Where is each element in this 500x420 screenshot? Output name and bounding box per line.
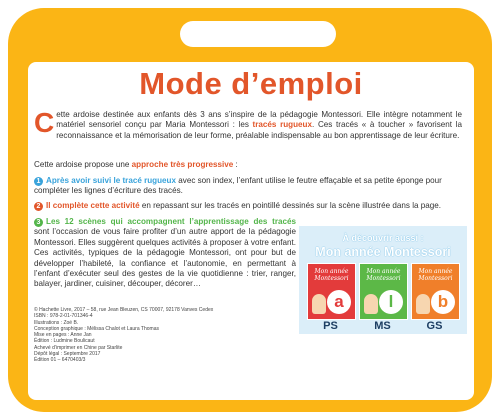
credit-line: Édition : Ludmine Boulicaut <box>34 338 95 345</box>
book-cover-title: Mon année Montessori <box>314 268 349 282</box>
page-title: Mode d’emploi <box>139 66 363 101</box>
letter-b-icon: b <box>431 290 455 314</box>
credit-line: Édition 01 – 6470403/3 <box>34 357 86 364</box>
credit-line: ISBN : 978-2-01-701346-4 <box>34 313 93 320</box>
promo-subtitle: À découvrir aussi : <box>342 233 424 243</box>
list-item <box>34 176 462 197</box>
step-text: en repassant sur les tracés en pointillé dessinés sur la scène illustrée dans la page. <box>139 201 442 210</box>
book-cover-title: Mon année Montessori <box>366 268 401 282</box>
child-illustration <box>416 294 430 314</box>
child-illustration <box>364 294 378 314</box>
promo-title: Mon année Montessori <box>315 245 451 259</box>
book-label-gs: GS <box>426 320 443 332</box>
related-books-promo <box>299 226 467 334</box>
intro-highlight: tracés rugueux <box>252 120 313 130</box>
instructions-panel <box>28 62 474 400</box>
intro-paragraph <box>34 107 463 141</box>
list-item <box>34 201 462 211</box>
step-highlight: Il complète cette activité <box>46 201 140 210</box>
approach-highlight: approche très progressive <box>131 160 234 169</box>
letter-a-icon: a <box>327 290 351 314</box>
approach-line <box>34 160 462 170</box>
credit-line: Conception graphique : Mélissa Chalot et Laura Thomas <box>34 325 159 332</box>
step-number-badge: 1 <box>34 177 43 186</box>
step-number-badge: 2 <box>34 202 43 211</box>
step-highlight: Après avoir suivi le tracé rugueux <box>46 176 177 185</box>
credit-line: Illustrations : Zoé B. <box>34 319 79 326</box>
book-label-ms: MS <box>374 320 391 332</box>
book-cover-ms[interactable] <box>359 263 408 320</box>
approach-text-after: : <box>233 160 238 169</box>
book-label-ps: PS <box>323 320 338 332</box>
book-cover-gs[interactable] <box>411 263 460 320</box>
credit-line: Mise en pages : Anne Jan <box>34 332 92 339</box>
credit-line: Achevé d’imprimer en Chine par Starlite <box>34 344 123 351</box>
intro-text-2: . Ces tracés « à toucher » favorisent la reconnaissance et la mémorisation de leur forme, préalable indispensable au bon apprentissage de leur écriture. <box>56 120 463 140</box>
letter-l-icon: l <box>379 290 403 314</box>
approach-text-before: Cette ardoise propose une <box>34 160 132 169</box>
book-cover-ps[interactable] <box>307 263 356 320</box>
book-cover-title: Mon année Montessori <box>418 268 453 282</box>
handle-cutout <box>180 21 336 47</box>
list-item <box>34 217 296 290</box>
credits-block <box>34 307 274 364</box>
intro-text-1: ette ardoise destinée aux enfants dès 3 ans s’inspire de la pédagogie Montessori. Elle intègre notamment le matériel sensoriel conçu par Maria Montessori : les <box>56 110 462 130</box>
step-highlight: Les 12 scènes qui accompagnent l’apprentissage des tracés <box>46 217 296 226</box>
child-illustration <box>312 294 326 314</box>
step-text: sont l’occasion de vous faire profiter d’un autre apport de la pédagogie Montessori. Elles suggèrent quelques activités à proposer à votre enfant. Ces activités, typiques de la pédagogie Montessori, ont pour but de développer l’habileté, la confiance et l’autonomie, en permettant à l’enfant d’exécuter seul des gestes de la vie quotidienne : trier, ranger, balayer, jardiner, cuisiner, découper, décorer… <box>34 227 296 289</box>
dropcap: C <box>34 107 55 138</box>
step-number-badge: 3 <box>34 218 43 227</box>
step-text: avec son index, l’enfant utilise le feutre effaçable et sa petite éponge pour compléter les lignes d’écriture des tracés. <box>34 176 442 196</box>
credit-line: © Hachette Livre, 2017 – 58, rue Jean Bleuzen, CS 70007, 92178 Vanves Cedex <box>34 307 214 313</box>
credit-line: Dépôt légal : Septembre 2017 <box>34 351 101 358</box>
